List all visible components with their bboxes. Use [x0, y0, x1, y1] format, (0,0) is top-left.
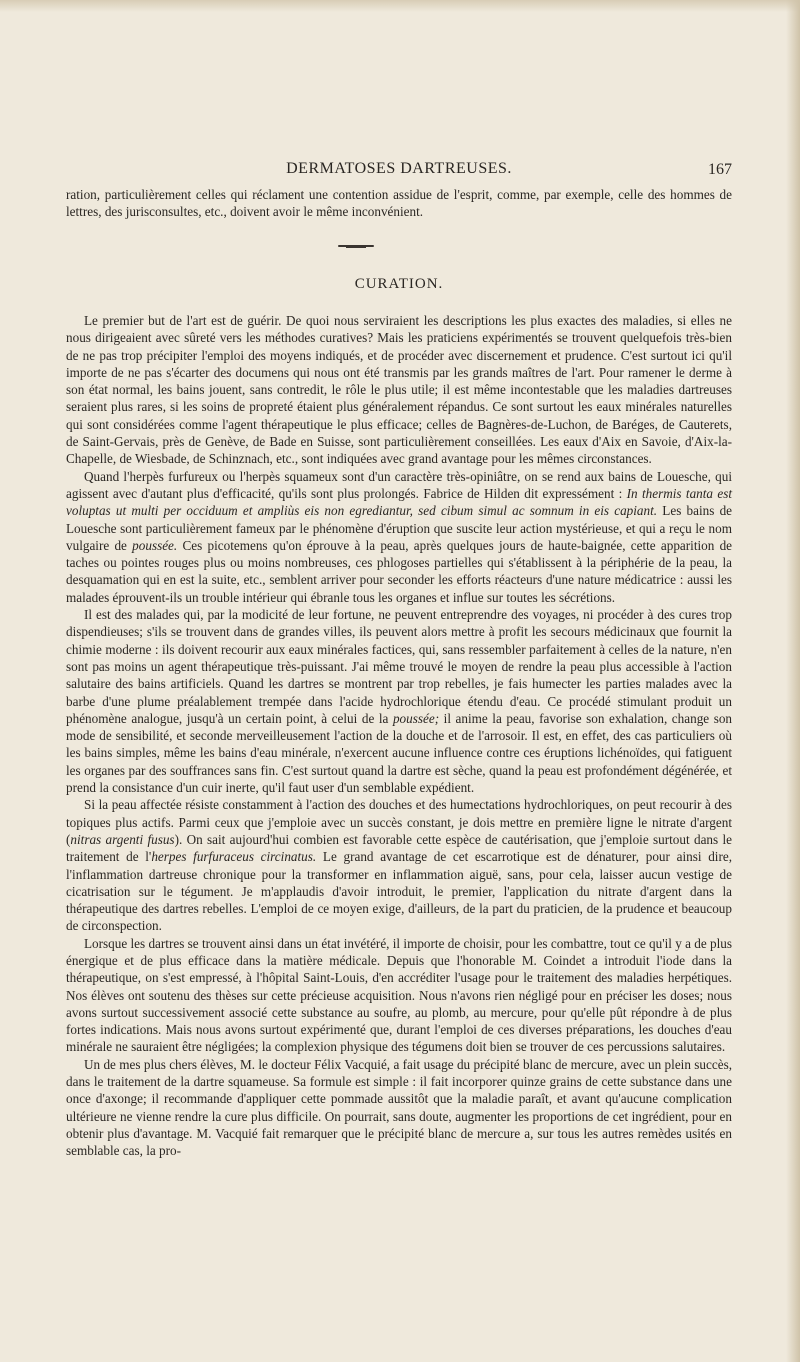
paragraph-3-text-a: Il est des malades qui, par la modicité de leur fortune, ne peuvent entreprendre des voyages, ni procéder à des cures trop dispendieuses; s'ils se trouvent dans de grandes villes, ils peuvent alors mettre à profit les secours médicinaux que fournit la chimie moderne : ils doivent recourir aux eaux minérales factices, qui, sans ressembler parfaitement à celles de la nature, n'en sont pas moins un agent thérapeutique très-puissant. J'ai même trouvé le moyen de rendre la peau plus accessible à l'action salutaire des bains artificiels. Quand les dartres se montrent par trop rebelles, je fais humecter les parties malades avec la barbe d'une plume préalablement trempée dans l'acide hydrochlorique étendu d'eau. Ce procédé stimulant produit un phénomène analogue, jusqu'à un certain point, à celui de la: [66, 607, 732, 726]
opening-fragment: ration, particulièrement celles qui réclament une contention assidue de l'esprit, comme, par exemple, celle des hommes de lettres, des jurisconsultes, etc., doivent avoir le même inconvénient.: [66, 187, 732, 220]
running-head: [66, 160, 732, 182]
paragraph-4-text-a: Si la peau affectée résiste constamment à l'action des douches et des humectations hydrochloriques, on peut recourir à des topiques plus actifs. Parmi ceux que j'emploie avec un succès constant, je dois mettre en première ligne le nitrate d'argent (: [66, 797, 732, 847]
paragraph-3: [66, 606, 732, 796]
opening-fragment-block: [66, 186, 732, 221]
paragraph-1-text: Le premier but de l'art est de guérir. De quoi nous serviraient les descriptions les plus exactes des maladies, si elles ne nous dirigeaient avec sûreté vers les méthodes curatives? Mais les praticiens expérimentés se trouvent quelquefois très-bien de ne pas trop précipiter l'emploi des moyens indiqués, et de procéder avec discernement et prudence. C'est surtout ici qu'il importe de ne pas s'écarter des documens qui nous ont été transmis par les grands maîtres de l'art. Pour ramener le derme à son état normal, les bains jouent, sans contredit, le rôle le plus utile; il est même incontestable que les maladies dartreuses seraient plus rares, si les soins de propreté étaient plus généralement répandus. Ce sont surtout les eaux minérales naturelles qui sont considérées comme l'agent thérapeutique le plus efficace; celles de Bagnères-de-Luchon, de Baréges, de Cauterets, de Saint-Gervais, près de Genève, de Bade en Suisse, sont particulièrement conseillées. Les eaux d'Aix en Savoie, d'Aix-la-Chapelle, de Wiesbade, de Schinznach, etc., sont indiquées avec grand avantage pour les mêmes circonstances.: [66, 313, 732, 467]
term-poussee: poussée.: [132, 537, 178, 553]
paragraph-3-text-b: il anime la peau, favorise son exhalation, change son mode de sensibilité, et seconde merveilleusement l'action de la douche et de l'arrosoir. Il est, en effet, des cas particuliers où les bains simples, même les bains d'eau minérale, n'exercent aucune influence contre ces éruptions lichénoïdes, qui fatiguent les organes par des souffrances sans fin. C'est surtout quand la dartre est sèche, quand la peau est profondément dégénérée, et prend la consistance d'un cuir inerte, qu'il faut user d'un semblable expédient.: [66, 710, 733, 796]
paragraph-2-text-a: Quand l'herpès furfureux ou l'herpès squameux sont d'un caractère très-opiniâtre, on se rend aux bains de Louesche, qui agissent avec d'autant plus d'efficacité, qu'ils sont plus prolongés. Fabrice de Hilden dit expressément :: [66, 468, 732, 501]
section-heading: CURATION.: [354, 276, 444, 292]
paragraph-4: [66, 796, 732, 934]
paragraph-4-text-b: ). On sait aujourd'hui combien est favorable cette espèce de cautérisation, que j'emploie surtout dans le traitement de l': [66, 831, 732, 865]
paragraph-6: Un de mes plus chers élèves, M. le docteur Félix Vacquié, a fait usage du précipité blanc de mercure, avec un plein succès, dans le traitement de la dartre squameuse. Sa formule est simple : il fait incorporer quinze grains de cette substance dans une once d'axonge; il recommande d'appliquer cette pommade aussitôt que la maladie paraît, et avant qu'aucune complication ultérieure ne vienne rendre la cure plus difficile. On pourrait, sans doute, augmenter les proportions de cet ingrédient, pour en obtenir plus d'avantage. M. Vacquié fait remarquer que le précipité blanc de mercure a, sur tous les autres remèdes usités en semblable cas, la pro-: [66, 1056, 732, 1159]
term-poussee-2: poussée;: [392, 710, 440, 726]
paragraph-4-text-c: Le grand avantage de cet escarrotique est de dénaturer, pour ainsi dire, l'inflammation dartreuse chronique pour la transformer en inflammation aiguë, sans, pour cela, laisser aucun vestige de cicatrisation sur le tégument. Je m'applaudis d'avoir introduit, le premier, l'application du nitrate d'argent dans la thérapeutique des dartres rebelles. L'emploi de ce moyen exige, d'ailleurs, de la part du praticien, de la prudence et beaucoup de circonspection.: [66, 849, 732, 934]
running-title: DERMATOSES DARTREUSES.: [286, 160, 512, 177]
page-number: 167: [708, 161, 732, 178]
body-text: [66, 312, 732, 1160]
page-right-shadow: [786, 0, 800, 1362]
paragraph-2: [66, 468, 732, 606]
latin-quote: In thermis tanta est voluptas ut multi per occiduum et ampliùs eis non egrediantur, sed cibum simul ac somnum in eis capiant.: [66, 485, 733, 519]
paragraph-2-text-c: Ces picotemens qu'on éprouve à la peau, après quelques jours de haute-baignée, cette apparition de taches ou pointes rouges plus ou moins nombreuses, ces phlogoses partielles qui s'établissent à la périphérie de la peau, la desquamation qui en est la suite, etc., semblent arriver pour seconder les efforts réacteurs d'une nature médicatrice : aussi les malades éprouvent-ils un trouble intérieur qui ébranle tous les organes et influe sur toutes les sécrétions.: [66, 537, 733, 605]
paragraph-2-text-b: Les bains de Louesche sont particulièrement fameux par le phénomène d'éruption que suscite leur action mystérieuse, et qui a reçu le nom vulgaire de: [66, 503, 733, 553]
paragraph-5: Lorsque les dartres se trouvent ainsi dans un état invétéré, il importe de choisir, pour les combattre, tout ce qu'il y a de plus énergique et de plus efficace dans la matière médicale. Depuis que l'honorable M. Coindet a introduit l'iode dans la thérapeutique, on s'est empressé, à l'hôpital Saint-Louis, d'en accréditer l'usage pour le traitement des maladies herpétiques. Nos élèves ont soutenu des thèses sur cette précieuse acquisition. Nous n'avons rien négligé pour en préciser les doses; nous avons surtout successivement associé cette substance au soufre, au plomb, au mercure, pour qu'elle pût répondre à de plus fortes indications. Mais nous avons surtout expérimenté que, durant l'emploi de ces diverses préparations, les douches d'eau minérale ne sauraient être négligées; la complexion physique des tégumens doit bien se trouver de ces percussions salutaires.: [66, 935, 732, 1055]
term-nitras: nitras argenti fusus: [70, 831, 175, 847]
ornamental-rule: [338, 245, 374, 247]
term-herpes: herpes furfuraceus circinatus.: [151, 849, 317, 865]
page-top-shadow: [0, 0, 800, 12]
paragraph-1: [66, 312, 732, 468]
